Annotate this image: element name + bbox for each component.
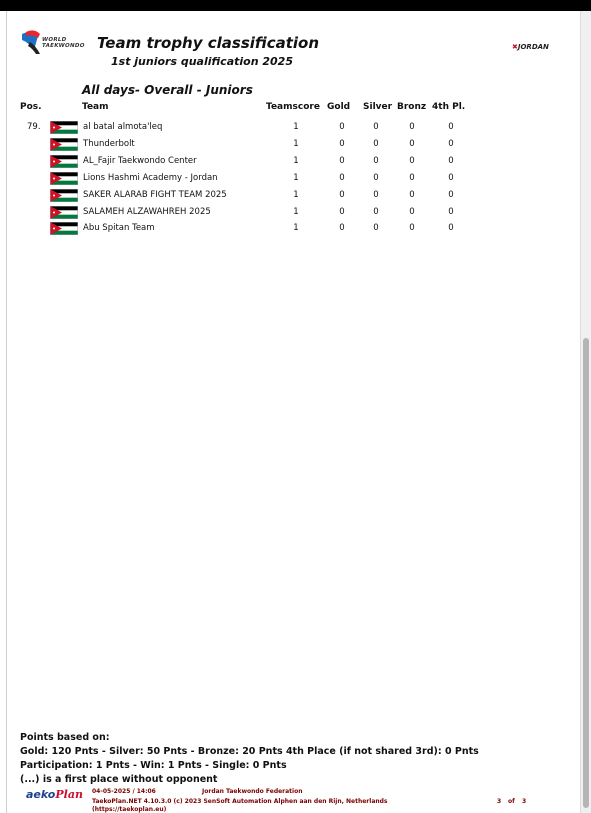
cell-silver: 0 [373,122,379,132]
federation-name: Jordan Taekwondo Federation [202,788,303,795]
cell-gold: 0 [339,206,345,217]
cell-bronze: 0 [409,189,415,200]
page-title: Team trophy classification [97,34,320,52]
table-row [0,187,580,204]
col-header-silver: Silver [363,102,393,112]
cell-fourth: 0 [448,155,454,166]
vertical-scrollbar[interactable] [580,11,591,813]
cell-teamscore: 1 [293,189,299,200]
table-row [0,119,580,136]
cell-bronze: 0 [409,172,415,183]
world-taekwondo-logo-text: WORLD TAEKWONDO [42,37,85,49]
cell-bronze: 0 [409,138,415,149]
cell-fourth: 0 [448,172,454,183]
points-line-note: (...) is a first place without opponent [20,774,218,785]
table-row [0,220,580,237]
points-title: Points based on: [20,732,110,743]
cell-gold: 0 [339,172,345,183]
cell-bronze: 0 [409,155,415,166]
cell-team: SAKER ALARAB FIGHT TEAM 2025 [83,189,227,200]
cell-fourth: 0 [448,189,454,200]
cell-silver: 0 [373,172,379,183]
points-line-medals: Gold: 120 Pnts - Silver: 50 Pnts - Bronze: 20 Pnts 4th Place (if not shared 3rd): 0 Pnts [20,746,479,757]
cell-fourth: 0 [448,223,454,234]
jordan-flag-icon [50,172,78,185]
page-total: 3 [522,798,527,805]
col-header-team: Team [82,102,109,112]
col-header-pos: Pos. [20,102,42,112]
cell-silver: 0 [373,223,379,234]
cell-bronze: 0 [409,206,415,217]
page-subtitle: 1st juniors qualification 2025 [111,55,293,68]
table-row [0,136,580,153]
cell-pos: 79. [27,122,41,132]
window-top-bar [0,0,591,11]
cell-team: Abu Spitan Team [83,223,155,234]
cell-teamscore: 1 [293,223,299,234]
cell-silver: 0 [373,155,379,166]
software-url[interactable]: (https://taekoplan.eu) [92,806,167,813]
points-line-participation: Participation: 1 Pnts - Win: 1 Pnts - Single: 0 Pnts [20,760,287,771]
jordan-flag-icon [50,206,78,219]
cell-fourth: 0 [448,138,454,149]
jordan-flag-icon [50,138,78,151]
section-title: All days- Overall - Juniors [82,83,253,97]
jordan-flag-icon [50,155,78,168]
cell-teamscore: 1 [293,122,299,132]
page-number: 3 [497,798,502,805]
cell-bronze: 0 [409,223,415,234]
cell-teamscore: 1 [293,206,299,217]
scrollbar-thumb[interactable] [583,338,589,808]
cell-team: Lions Hashmi Academy - Jordan [83,172,218,183]
software-credit: TaekoPlan.NET 4.10.3.0 (c) 2023 SenSoft Automation Alphen aan den Rijn, Netherlands [92,798,388,805]
jordan-flag-icon [50,121,78,134]
cell-bronze: 0 [409,122,415,132]
col-header-fourth: 4th Pl. [432,102,466,112]
cell-gold: 0 [339,223,345,234]
cell-gold: 0 [339,122,345,132]
table-row [0,204,580,221]
page-of: of [508,798,515,805]
cell-silver: 0 [373,189,379,200]
col-header-bronze: Bronz [397,102,427,112]
cell-gold: 0 [339,189,345,200]
cell-teamscore: 1 [293,155,299,166]
cell-silver: 0 [373,206,379,217]
jordan-federation-logo: ✖JORDAN [512,43,549,51]
cell-gold: 0 [339,155,345,166]
cell-team: AL_Fajir Taekwondo Center [83,155,197,166]
table-row [0,170,580,187]
col-header-gold: Gold [327,102,351,112]
col-header-teamscore: Teamscore [266,102,320,112]
jordan-flag-icon [50,222,78,235]
cell-teamscore: 1 [293,172,299,183]
cell-silver: 0 [373,138,379,149]
cell-team: SALAMEH ALZAWAHREH 2025 [83,206,211,217]
table-row [0,153,580,170]
cell-fourth: 0 [448,122,454,132]
print-date: 04-05-2025 / 14:06 [92,788,156,795]
cell-fourth: 0 [448,206,454,217]
jordan-flag-icon [50,189,78,202]
taekoplan-logo: aekoPlan [26,788,83,801]
cell-gold: 0 [339,138,345,149]
cell-teamscore: 1 [293,138,299,149]
cell-team: Thunderbolt [83,138,135,149]
cell-team: al batal almota'leq [83,122,163,132]
